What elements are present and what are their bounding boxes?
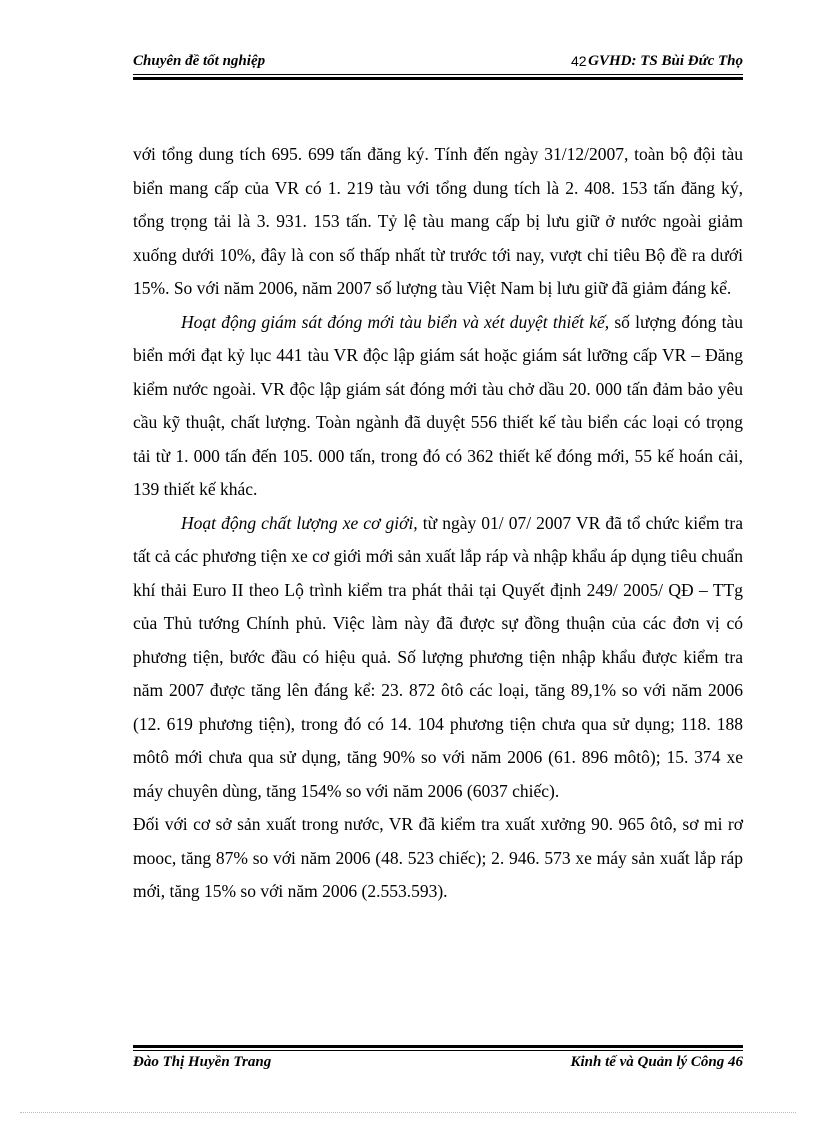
header-document-title: Chuyên đề tốt nghiệp <box>133 53 266 69</box>
footer-divider <box>133 1045 743 1051</box>
footer-author: Đào Thị Huyền Trang <box>133 1054 272 1070</box>
main-text <box>133 138 743 909</box>
paragraph-ship-supervision-heading: Hoạt động giám sát đóng mới tàu biển và xét duyệt thiết kế, <box>181 311 610 332</box>
paragraph-domestic-production: Đối với cơ sở sản xuất trong nước, VR đã kiểm tra xuất xưởng 90. 965 ôtô, sơ mi rơ mooc, tăng 87% so với năm 2006 (48. 523 chiếc); 2. 946. 573 xe máy sản xuất lắp ráp mới, tăng 15% so với năm 2006 (2.553.593). <box>133 814 743 901</box>
page-footer <box>133 1054 743 1076</box>
header-page-number: 42 <box>571 53 587 69</box>
paragraph-vehicle-quality <box>133 507 743 809</box>
page-header <box>133 53 743 75</box>
page-bottom-edge <box>20 1112 796 1113</box>
header-divider <box>133 74 743 80</box>
paragraph-vehicle-quality-text: từ ngày 01/ 07/ 2007 VR đã tổ chức kiểm tra tất cả các phương tiện xe cơ giới mới sản xuất lắp ráp và nhập khẩu áp dụng tiêu chuẩn khí thải Euro II theo Lộ trình kiểm tra phát thải tại Quyết định 249/ 2005/ QĐ – TTg của Thủ tướng Chính phủ. Việc làm này đã được sự đồng thuận của các đơn vị có phương tiện, bước đầu có hiệu quả. Số lượng phương tiện nhập khẩu được kiểm tra năm 2007 được tăng lên đáng kể: 23. 872 ôtô các loại, tăng 89,1% so với năm 2006 (12. 619 phương tiện), trong đó có 14. 104 phương tiện chưa qua sử dụng; 118. 188 môtô mới chưa qua sử dụng, tăng 90% so với năm 2006 (61. 896 môtô); 15. 374 xe máy chuyên dùng, tăng 154% so với năm 2006 (6037 chiếc). <box>133 512 743 801</box>
paragraph-ship-supervision-text: số lượng đóng tàu biển mới đạt kỷ lục 441 tàu VR độc lập giám sát hoặc giám sát lưỡng cấp VR – Đăng kiểm nước ngoài. VR độc lập giám sát đóng mới tàu chở dầu 20. 000 tấn đảm bảo yêu cầu kỹ thuật, chất lượng. Toàn ngành đã duyệt 556 thiết kế tàu biển các loại có trọng tải từ 1. 000 tấn đến 105. 000 tấn, trong đó có 362 thiết kế đóng mới, 55 kế hoán cải, 139 thiết kế khác. <box>133 311 743 499</box>
footer-department: Kinh tế và Quản lý Công 46 <box>570 1054 743 1070</box>
paragraph-fleet-statistics: với tổng dung tích 695. 699 tấn đăng ký. Tính đến ngày 31/12/2007, toàn bộ đội tàu biển mang cấp của VR có 1. 219 tàu với tổng dung tích là 2. 408. 153 tấn đăng ký, tổng trọng tải là 3. 931. 153 tấn. Tỷ lệ tàu mang cấp bị lưu giữ ở nước ngoài giảm xuống dưới 10%, đây là con số thấp nhất từ trước tới nay, vượt chỉ tiêu Bộ đề ra dưới 15%. So với năm 2006, năm 2007 số lượng tàu Việt Nam bị lưu giữ đã giảm đáng kể. <box>133 144 743 298</box>
paragraph-vehicle-quality-heading: Hoạt động chất lượng xe cơ giới, <box>181 512 418 533</box>
paragraph-ship-supervision <box>133 306 743 507</box>
header-supervisor: GVHD: TS Bùi Đức Thọ <box>588 53 743 69</box>
